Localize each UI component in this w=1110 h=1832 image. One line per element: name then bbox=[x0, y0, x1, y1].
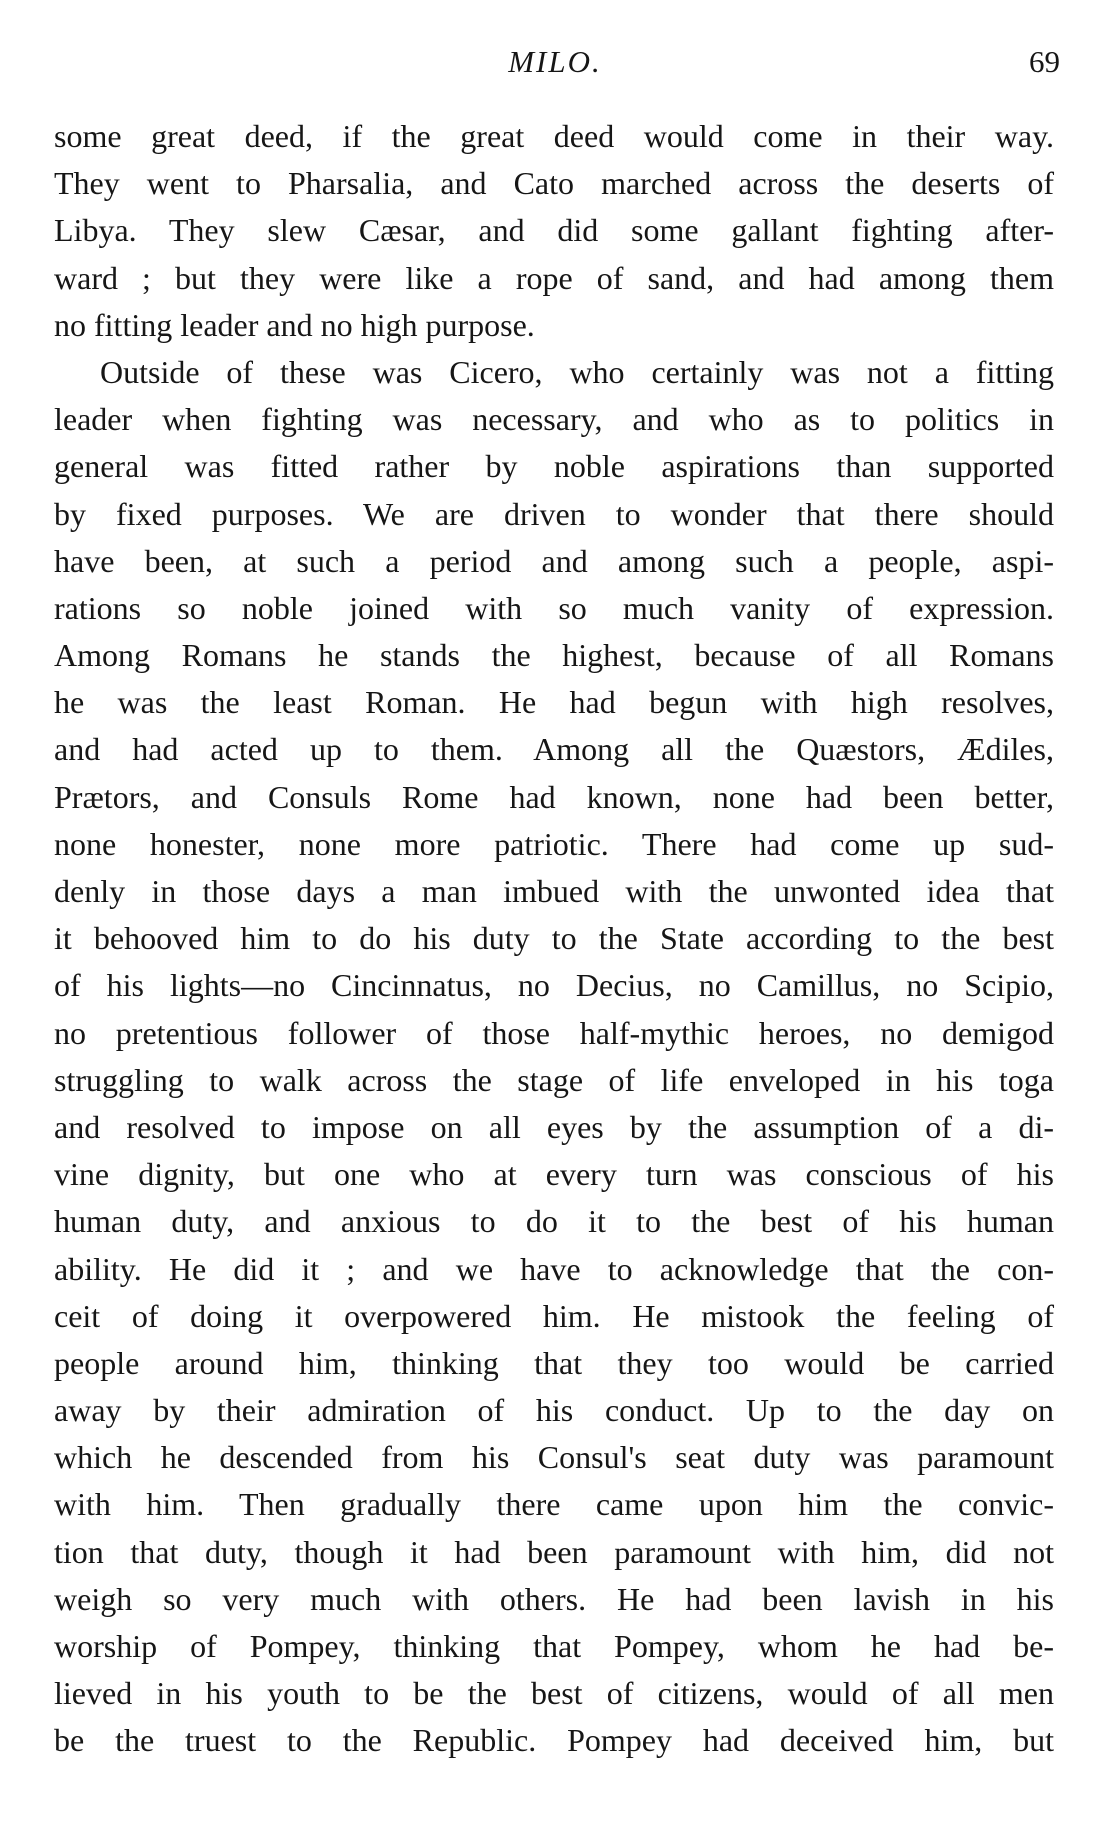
text-line: They went to Pharsalia, and Cato marched across the deserts of bbox=[54, 165, 1054, 202]
body-text bbox=[54, 113, 1054, 1765]
text-line: by fixed purposes. We are driven to wonder that there should bbox=[54, 495, 1054, 532]
text-line: be the truest to the Republic. Pompey had deceived him, but bbox=[54, 1722, 1054, 1759]
text-line: have been, at such a period and among such a people, aspi- bbox=[54, 542, 1054, 579]
text-line: weigh so very much with others. He had been lavish in his bbox=[54, 1580, 1054, 1617]
text-line: no pretentious follower of those half-mythic heroes, no demigod bbox=[54, 1014, 1054, 1051]
text-line: denly in those days a man imbued with the unwonted idea that bbox=[54, 873, 1054, 909]
text-line: people around him, thinking that they too would be carried bbox=[54, 1344, 1054, 1381]
text-line: lieved in his youth to be the best of citizens, would of all men bbox=[54, 1675, 1054, 1712]
text-line: and resolved to impose on all eyes by the assumption of a di- bbox=[54, 1108, 1054, 1145]
text-line: worship of Pompey, thinking that Pompey, whom he had be- bbox=[54, 1628, 1054, 1664]
text-line: none honester, none more patriotic. There had come up sud- bbox=[54, 825, 1054, 862]
running-title: MILO. bbox=[508, 44, 602, 79]
text-line: it behooved him to do his duty to the State according to the best bbox=[54, 920, 1054, 957]
text-line: tion that duty, though it had been paramount with him, did not bbox=[54, 1533, 1054, 1570]
running-head bbox=[50, 44, 1060, 92]
text-line: which he descended from his Consul's seat duty was paramount bbox=[54, 1439, 1054, 1476]
text-line: he was the least Roman. He had begun with high resolves, bbox=[54, 684, 1054, 721]
text-line: Outside of these was Cicero, who certainly was not a fitting bbox=[100, 353, 1054, 390]
text-line: ceit of doing it overpowered him. He mistook the feeling of bbox=[54, 1297, 1054, 1334]
text-line: struggling to walk across the stage of life enveloped in his toga bbox=[54, 1061, 1054, 1098]
text-line: of his lights—no Cincinnatus, no Decius, no Camillus, no Scipio, bbox=[54, 967, 1054, 1004]
text-line: leader when fighting was necessary, and who as to politics in bbox=[54, 401, 1054, 438]
text-line: general was fitted rather by noble aspirations than supported bbox=[54, 448, 1054, 485]
text-line: some great deed, if the great deed would come in their way. bbox=[54, 118, 1054, 154]
text-line: and had acted up to them. Among all the Quæstors, Ædiles, bbox=[54, 731, 1054, 768]
text-line: ability. He did it ; and we have to acknowledge that the con- bbox=[54, 1250, 1054, 1287]
text-line: Libya. They slew Cæsar, and did some gallant fighting after- bbox=[54, 212, 1054, 249]
text-line: Prætors, and Consuls Rome had known, none had been better, bbox=[54, 778, 1054, 815]
text-line: human duty, and anxious to do it to the best of his human bbox=[54, 1203, 1054, 1240]
text-line: away by their admiration of his conduct. Up to the day on bbox=[54, 1392, 1054, 1429]
text-line: ward ; but they were like a rope of sand, and had among them bbox=[54, 259, 1054, 296]
text-line: no fitting leader and no high purpose. bbox=[54, 306, 535, 343]
text-line: vine dignity, but one who at every turn was conscious of his bbox=[54, 1156, 1054, 1193]
text-line: rations so noble joined with so much vanity of expression. bbox=[54, 589, 1054, 626]
text-line: with him. Then gradually there came upon him the convic- bbox=[54, 1486, 1054, 1523]
text-line: Among Romans he stands the highest, because of all Romans bbox=[54, 637, 1054, 674]
page-number: 69 bbox=[1029, 44, 1060, 79]
